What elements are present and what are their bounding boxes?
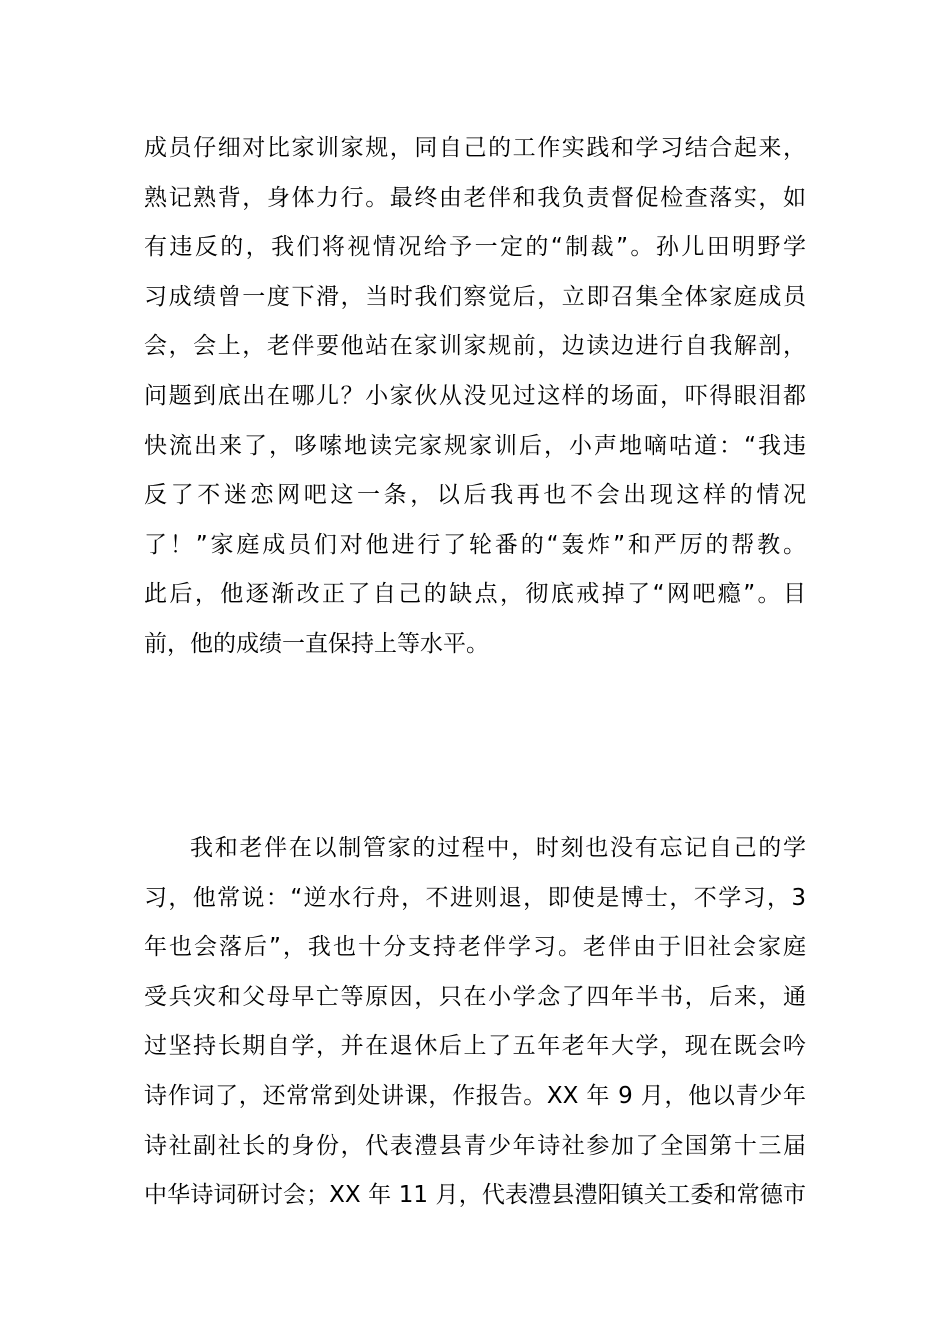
text-line: 受兵灾和父母早亡等原因，只在小学念了四年半书，后来，通 [144, 983, 806, 1010]
text-line: 有违反的，我们将视情况给予一定的“制裁”。孙儿田明野学 [144, 234, 806, 261]
text-line: 会，会上，老伴要他站在家训家规前，边读边进行自我解剖， [144, 333, 806, 360]
text-line: 快流出来了，哆嗦地读完家规家训后，小声地嘀咕道：“我违 [144, 432, 806, 459]
text-line: 反了不迷恋网吧这一条，以后我再也不会出现这样的情况 [144, 482, 806, 509]
text-line: 习成绩曾一度下滑，当时我们察觉后，立即召集全体家庭成员 [144, 283, 806, 310]
text-line: 问题到底出在哪儿？小家伙从没见过这样的场面，吓得眼泪都 [144, 382, 806, 409]
text-line: 此后，他逐渐改正了自己的缺点，彻底戒掉了“网吧瘾”。目 [144, 581, 806, 608]
text-line: 诗作词了，还常常到处讲课，作报告。XX 年 9 月，他以青少年 [144, 1082, 806, 1109]
body-paragraph [144, 824, 806, 1221]
text-line: 熟记熟背，身体力行。最终由老伴和我负责督促检查落实，如 [144, 184, 806, 211]
text-line: 我和老伴在以制管家的过程中，时刻也没有忘记自己的学 [190, 835, 806, 861]
text-line: 中华诗词研讨会；XX 年 11 月，代表澧县澧阳镇关工委和常德市 [144, 1182, 806, 1209]
text-line: 过坚持长期自学，并在退休后上了五年老年大学，现在既会吟 [144, 1033, 806, 1060]
text-line: 了！”家庭成员们对他进行了轮番的“轰炸”和严厉的帮教。 [144, 531, 806, 558]
text-line: 诗社副社长的身份，代表澧县青少年诗社参加了全国第十三届 [144, 1132, 806, 1159]
text-line: 前，他的成绩一直保持上等水平。 [144, 630, 489, 657]
text-line: 成员仔细对比家训家规，同自己的工作实践和学习结合起来， [144, 135, 806, 161]
body-paragraph [144, 124, 806, 670]
text-line: 年也会落后”，我也十分支持老伴学习。老伴由于旧社会家庭 [144, 934, 806, 961]
text-line: 习，他常说：“逆水行舟，不进则退，即使是博士，不学习，3 [144, 884, 806, 911]
